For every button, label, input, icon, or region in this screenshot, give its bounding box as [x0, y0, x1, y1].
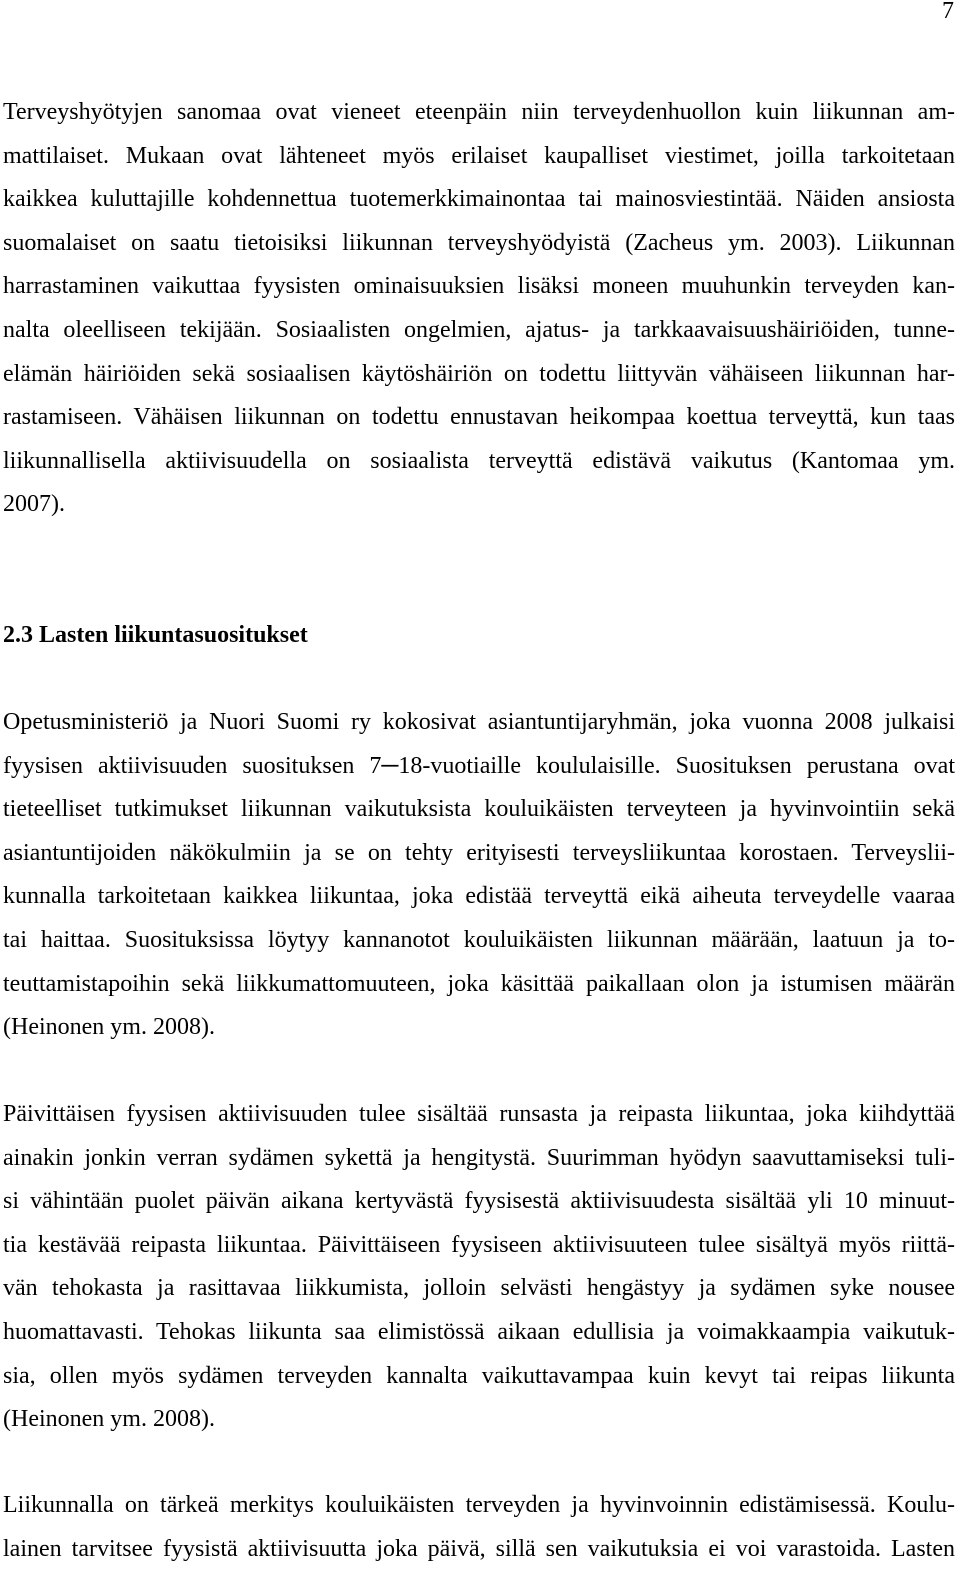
text-line: liikunnallisella aktiivisuudella on sosiaalista terveyttä edistävä vaikutus (Kantomaa ym. — [3, 447, 955, 474]
section-heading: 2.3 Lasten liikuntasuositukset — [3, 622, 308, 648]
text-line: suomalaiset on saatu tietoisiksi liikunnan terveyshyödyistä (Zacheus ym. 2003). Liikunnan — [3, 229, 955, 256]
text-line: fyysisen aktiivisuuden suosituksen 7─18-vuotiaille koululaisille. Suosituksen perustana ovat — [3, 752, 955, 779]
text-line: si vähintään puolet päivän aikana kertyvästä fyysisestä aktiivisuudesta sisältää yli 10 minuut- — [3, 1188, 955, 1215]
text-line: (Heinonen ym. 2008). — [3, 1014, 215, 1041]
paragraph — [3, 1093, 955, 1442]
text-line: tia kestävää reipasta liikuntaa. Päivittäiseen fyysiseen aktiivisuuteen tulee sisältyä myös riittä- — [3, 1231, 955, 1258]
text-line: Liikunnalla on tärkeä merkitys kouluikäisten terveyden ja hyvinvoinnin edistämisessä. Koulu- — [3, 1492, 955, 1518]
text-line: Terveyshyötyjen sanomaa ovat vieneet eteenpäin niin terveydenhuollon kuin liikunnan am- — [3, 99, 955, 125]
text-line: harrastaminen vaikuttaa fyysisten ominaisuuksien lisäksi moneen muuhunkin terveyden kan- — [3, 273, 955, 300]
text-line: Päivittäisen fyysisen aktiivisuuden tulee sisältää runsasta ja reipasta liikuntaa, joka kiihdyttää — [3, 1101, 955, 1127]
text-line: Opetusministeriö ja Nuori Suomi ry kokosivat asiantuntijaryhmän, joka vuonna 2008 julkaisi — [3, 709, 955, 735]
text-line: (Heinonen ym. 2008). — [3, 1406, 215, 1433]
text-line: asiantuntijoiden näkökulmiin ja se on tehty erityisesti terveysliikuntaa korostaen. Terveyslii- — [3, 839, 955, 866]
text-line: huomattavasti. Tehokas liikunta saa elimistössä aikaan edullisia ja voimakkaampia vaikutuk- — [3, 1318, 955, 1345]
text-line: tieteelliset tutkimukset liikunnan vaikutuksista kouluikäisten terveyteen ja hyvinvointiin sekä — [3, 796, 955, 823]
text-line: 2007). — [3, 491, 65, 518]
text-line: elämän häiriöiden sekä sosiaalisen käytöshäiriön on todettu liittyvän vähäiseen liikunnan har- — [3, 360, 955, 387]
text-line: rastamiseen. Vähäisen liikunnan on todettu ennustavan heikompaa koettua terveyttä, kun taas — [3, 404, 955, 431]
text-line: ainakin jonkin verran sydämen sykettä ja hengitystä. Suurimman hyödyn saavuttamiseksi tuli- — [3, 1144, 955, 1171]
text-line: kaikkea kuluttajille kohdennettua tuotemerkkimainontaa tai mainosviestintää. Näiden ansiosta — [3, 186, 955, 213]
paragraph — [3, 1484, 955, 1571]
page-number: 7 — [942, 0, 954, 24]
text-line: sia, ollen myös sydämen terveyden kannalta vaikuttavampaa kuin kevyt tai reipas liikunta — [3, 1362, 955, 1389]
text-line: nalta oleelliseen tekijään. Sosiaalisten ongelmien, ajatus- ja tarkkaavaisuushäiriöiden, tunne- — [3, 316, 955, 343]
text-line: mattilaiset. Mukaan ovat lähteneet myös erilaiset kaupalliset viestimet, joilla tarkoitetaan — [3, 142, 955, 169]
text-line: vän tehokasta ja rasittavaa liikkumista, jolloin selvästi hengästyy ja sydämen syke nousee — [3, 1275, 955, 1302]
text-line: kunnalla tarkoitetaan kaikkea liikuntaa, joka edistää terveyttä eikä aiheuta terveydelle vaaraa — [3, 883, 955, 910]
paragraph — [3, 701, 955, 1050]
intro-paragraph — [3, 91, 955, 527]
text-line: tai haittaa. Suosituksissa löytyy kannanotot kouluikäisten liikunnan määrään, laatuun ja to- — [3, 926, 955, 953]
text-line: lainen tarvitsee fyysistä aktiivisuutta joka päivä, sillä sen vaikutuksia ei voi varastoida. Lasten — [3, 1535, 955, 1562]
text-line: teuttamistapoihin sekä liikkumattomuuteen, joka käsittää paikallaan olon ja istumisen määrän — [3, 970, 955, 997]
